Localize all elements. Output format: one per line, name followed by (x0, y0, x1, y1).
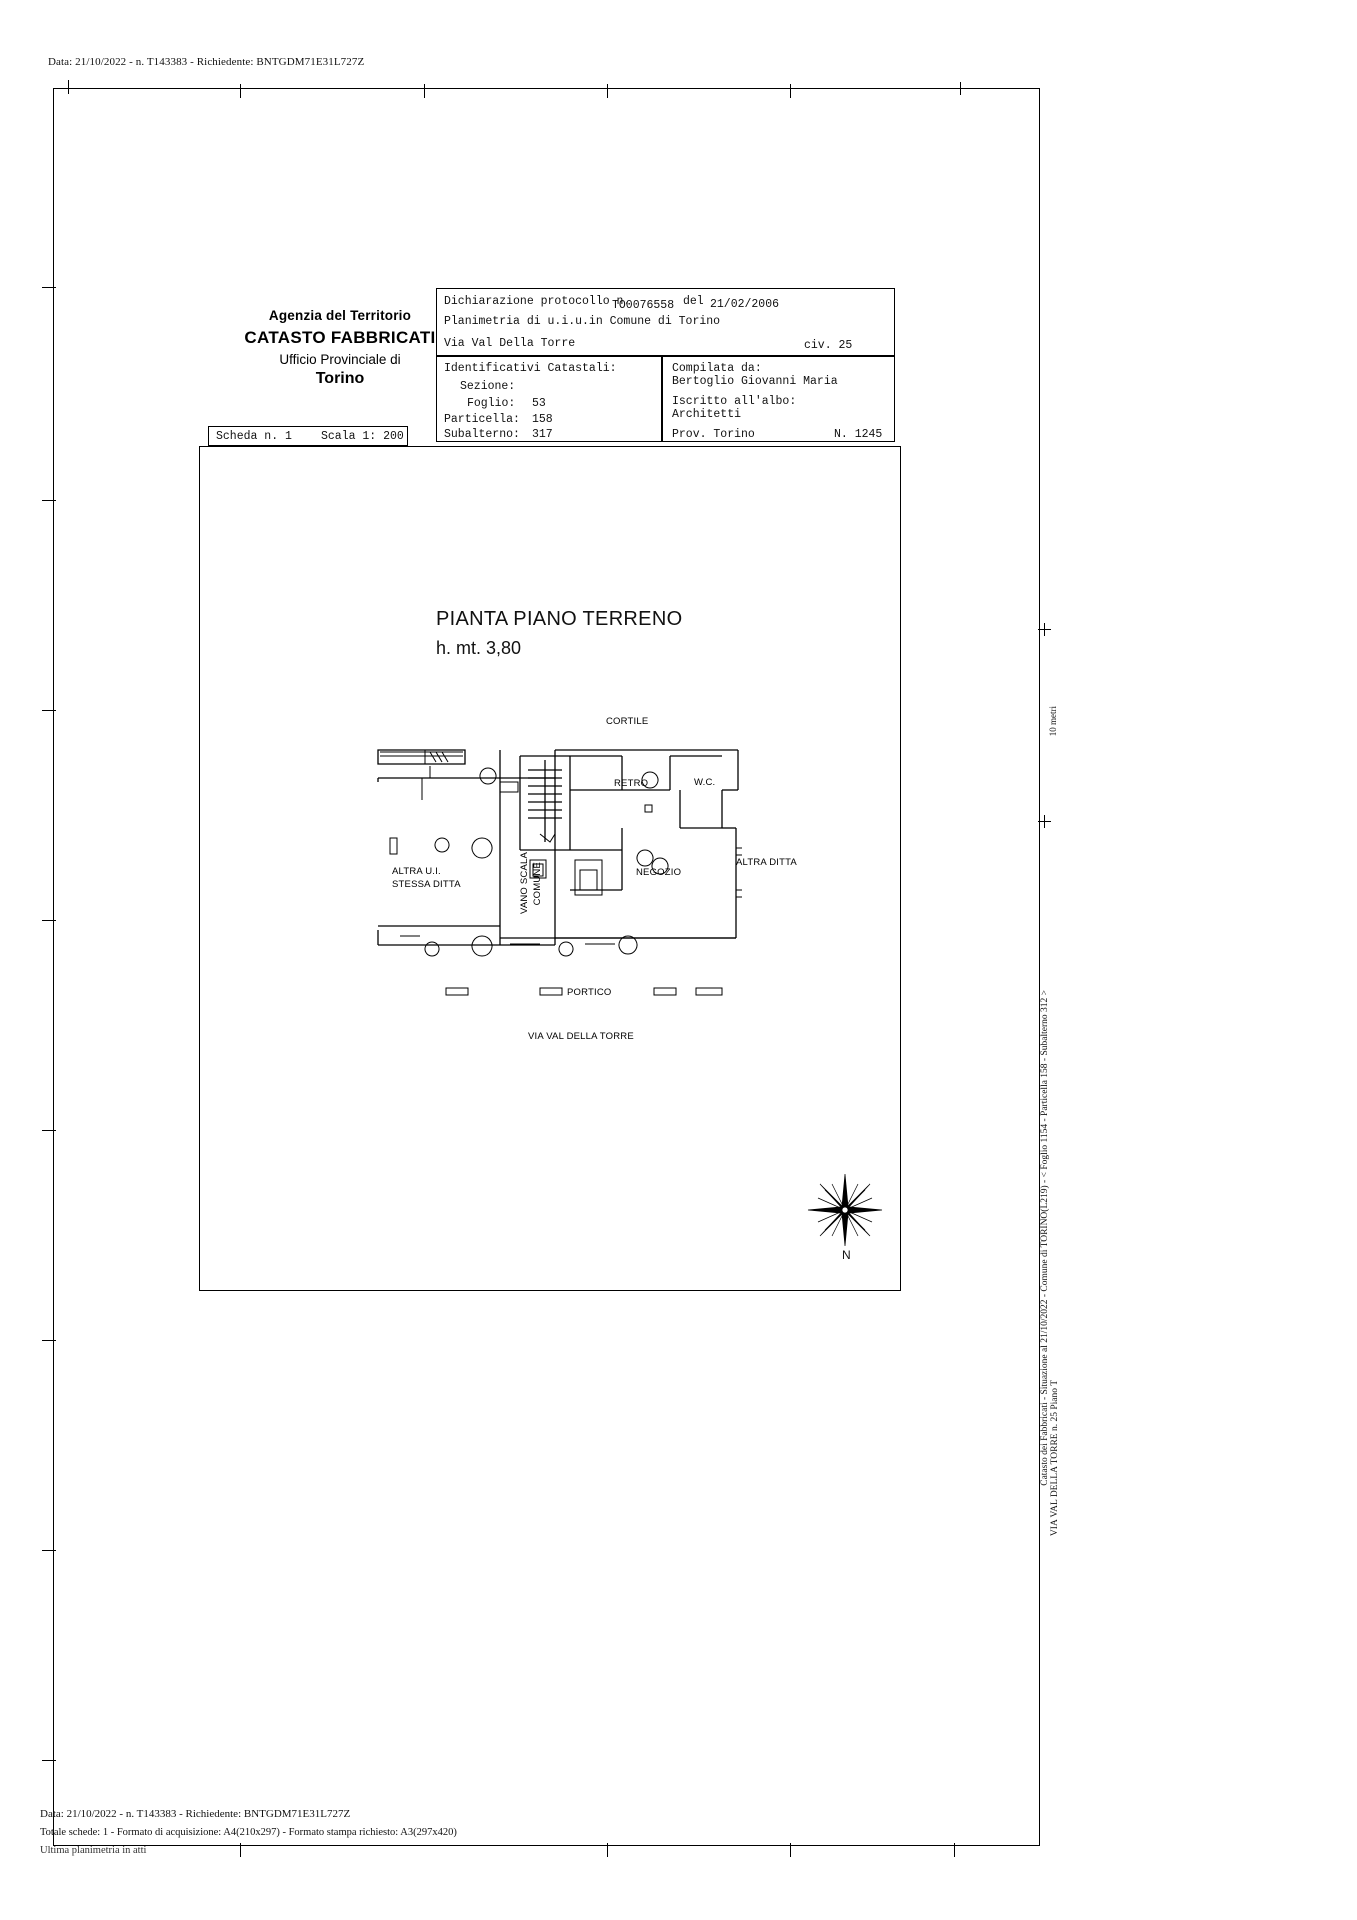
crop-tick (607, 1843, 608, 1857)
compass-rose (800, 1170, 890, 1280)
subalterno-value: 317 (532, 428, 553, 441)
protocol-date: 21/02/2006 (710, 298, 780, 311)
crop-tick (240, 1843, 241, 1857)
declaration-box (436, 288, 895, 356)
cadastral-identifiers-box (436, 356, 662, 442)
scale-bar-note: 10 metri (1048, 706, 1058, 737)
footer-last-plan-line: Ultima planimetria in atti (40, 1845, 147, 1856)
plan-label-stessa-ditta: STESSA DITTA (392, 879, 461, 890)
registration-cross (954, 82, 967, 95)
foglio-value: 53 (532, 397, 546, 410)
compass-north-label: N (842, 1248, 851, 1262)
registration-cross (1038, 623, 1051, 636)
footer-format-line: Totale schede: 1 - Formato di acquisizione: A4(210x297) - Formato stampa richiesto: A3(297x420) (40, 1827, 457, 1838)
address-margin-note: VIA VAL DELLA TORRE n. 25 Piano T (1050, 1380, 1060, 1537)
plan-label-negozio: NEGOZIO (636, 867, 682, 878)
crop-tick (42, 287, 56, 288)
crop-tick (42, 1760, 56, 1761)
protocol-number: TO0076558 (612, 299, 675, 312)
crop-tick (790, 1843, 791, 1857)
address-line: Via Val Della Torre (444, 337, 576, 350)
catasto-margin-note: Catasto dei Fabbricati - Situazione al 21/10/2022 - Comune di TORINO(L219) - < Foglio 1154 - Particella 158 - Subalterno 312 > (1040, 990, 1050, 1486)
crop-tick (42, 500, 56, 501)
agency-line-1: Agenzia del Territorio (268, 308, 412, 323)
plan-label-cortile: CORTILE (606, 716, 649, 727)
crop-tick (42, 1550, 56, 1551)
crop-tick (607, 84, 608, 98)
plan-title: PIANTA PIANO TERRENO (436, 608, 683, 630)
crop-tick (68, 80, 69, 94)
province-value: Prov. Torino (672, 428, 755, 441)
compiled-title: Compilata da: (672, 362, 762, 375)
civic-number: civ. 25 (804, 339, 853, 352)
crop-tick (240, 84, 241, 98)
particella-label: Particella: (444, 413, 520, 426)
plan-label-wc: W.C. (694, 777, 716, 788)
protocol-del-label: del (683, 295, 704, 308)
crop-tick (42, 920, 56, 921)
crop-tick (790, 84, 791, 98)
register-value: Architetti (672, 408, 742, 421)
protocol-label: Dichiarazione protocollo n. (444, 295, 631, 308)
crop-tick (954, 1843, 955, 1857)
crop-tick (42, 1340, 56, 1341)
footer-request-line: Data: 21/10/2022 - n. T143383 - Richiedente: BNTGDM71E31L727Z (40, 1808, 351, 1820)
plan-height: h. mt. 3,80 (436, 638, 522, 658)
compiled-name: Bertoglio Giovanni Maria (672, 375, 838, 388)
agency-heading (240, 308, 440, 388)
plan-label-via: VIA VAL DELLA TORRE (528, 1031, 634, 1042)
agency-line-4: Torino (315, 370, 365, 387)
register-label: Iscritto all'albo: (672, 395, 797, 408)
scale-label: Scala 1: 200 (321, 430, 404, 443)
compiled-by-box (662, 356, 895, 442)
identifiers-title: Identificativi Catastali: (444, 362, 617, 375)
subalterno-label: Subalterno: (444, 428, 520, 441)
agency-line-3: Ufficio Provinciale di (279, 352, 401, 367)
sezione-label: Sezione: (460, 380, 516, 393)
sheet-label: Scheda n. 1 (216, 430, 292, 443)
crop-tick (424, 84, 425, 98)
particella-value: 158 (532, 413, 553, 426)
foglio-label: Foglio: (467, 397, 516, 410)
registration-cross (1038, 815, 1051, 828)
crop-tick (42, 710, 56, 711)
crop-tick (42, 1130, 56, 1131)
request-header-line: Data: 21/10/2022 - n. T143383 - Richiedente: BNTGDM71E31L727Z (48, 56, 365, 68)
register-number: N. 1245 (834, 428, 883, 441)
planimetry-line: Planimetria di u.i.u.in Comune di Torino (444, 315, 721, 328)
plan-label-comune: COMUNE (532, 862, 543, 906)
plan-label-vano-scala: VANO SCALA (519, 852, 530, 915)
crop-tick (53, 88, 67, 89)
sheet-scale-box (208, 426, 408, 446)
plan-label-portico: PORTICO (567, 987, 612, 998)
plan-label-retro: RETRO (614, 778, 649, 789)
plan-label-altra-ditta: ALTRA DITTA (736, 857, 797, 868)
agency-line-2: CATASTO FABBRICATI (244, 328, 436, 347)
plan-label-altra-ui: ALTRA U.I. (392, 866, 441, 877)
